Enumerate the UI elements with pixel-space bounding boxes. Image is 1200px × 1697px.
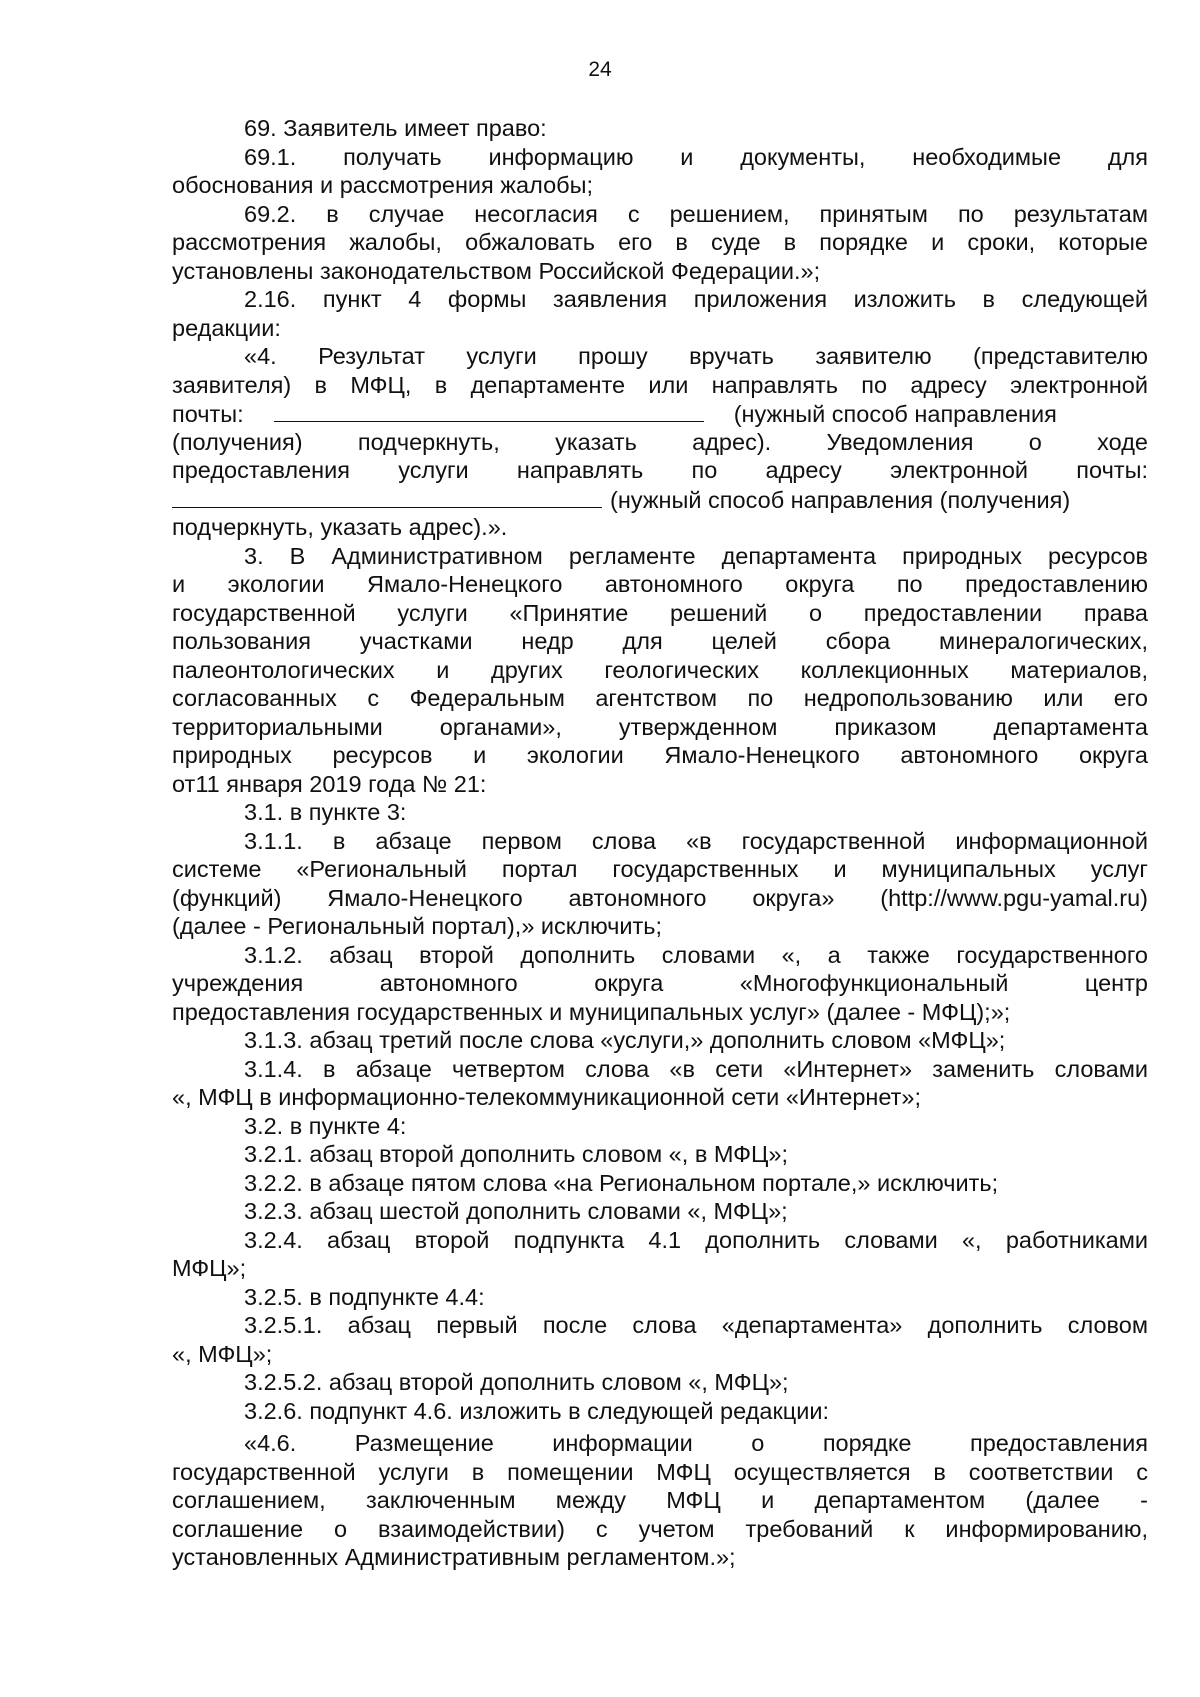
text-line: рассмотрения жалобы, обжаловать его в суде в порядке и сроки, которые — [172, 229, 1148, 255]
text-fragment: почты: — [172, 401, 244, 427]
text-line: 3.1.3. абзац третий после слова «услуги,» дополнить словом «МФЦ»; — [244, 1027, 1006, 1053]
text-line: (получения) подчеркнуть, указать адрес). Уведомления о ходе — [172, 428, 1148, 455]
text-line: 3.2.2. в абзаце пятом слова «на Региональном портале,» исключить; — [244, 1169, 999, 1196]
text-line: государственной услуги «Принятие решений о предоставлении права — [172, 599, 1148, 626]
text-fragment: (нужный способ направления — [733, 401, 1057, 427]
text-line: соглашение о взаимодействии) с учетом требований к информированию, — [172, 1515, 1148, 1542]
text-line: 3.2. в пункте 4: — [244, 1112, 407, 1139]
text-line: пользования участками недр для целей сбора минералогических, — [172, 628, 1148, 654]
text-line: 3.2.1. абзац второй дополнить словом «, в МФЦ»; — [244, 1141, 788, 1167]
text-line: 3.1.2. абзац второй дополнить словами «, а также государственного — [244, 941, 1148, 968]
text-line: установленных Административным регламентом.»; — [172, 1544, 736, 1570]
text-line: 69.2. в случае несогласия с решением, принятым по результатам — [244, 200, 1148, 227]
text-line: и экологии Ямало-Ненецкого автономного округа по предоставлению — [172, 571, 1148, 597]
text-line: предоставления услуги направлять по адресу электронной почты: — [172, 457, 1148, 483]
text-line: учреждения автономного округа «Многофункциональный центр — [172, 970, 1148, 996]
text-line: МФЦ»; — [172, 1255, 247, 1281]
text-line: 69.1. получать информацию и документы, необходимые для — [244, 143, 1148, 170]
text-line: 3. В Административном регламенте департамента природных ресурсов — [244, 542, 1148, 569]
text-line: территориальными органами», утвержденном приказом департамента — [172, 713, 1148, 740]
text-line-with-blank — [172, 399, 1148, 428]
text-line: 3.2.4. абзац второй подпункта 4.1 дополнить словами «, работниками — [244, 1226, 1148, 1253]
text-line: 3.2.5.1. абзац первый после слова «департамента» дополнить словом — [244, 1312, 1148, 1338]
text-line: системе «Региональный портал государственных и муниципальных услуг — [172, 856, 1148, 882]
text-line: 3.2.5. в подпункте 4.4: — [244, 1283, 485, 1310]
text-line: «4. Результат услуги прошу вручать заявителю (представителю — [244, 343, 1148, 369]
text-line: 3.2.3. абзац шестой дополнить словами «, МФЦ»; — [244, 1198, 788, 1224]
text-line: установлены законодательством Российской Федерации.»; — [172, 257, 821, 284]
text-line: обоснования и рассмотрения жалобы; — [172, 172, 594, 198]
text-line: государственной услуги в помещении МФЦ осуществляется в соответствии с — [172, 1458, 1148, 1485]
text-line: (функций) Ямало-Ненецкого автономного округа» (http://www.pgu-yamal.ru) — [172, 884, 1148, 911]
text-line: согласованных с Федеральным агентством по недропользованию или его — [172, 685, 1148, 711]
text-line: подчеркнуть, указать адрес).». — [172, 514, 508, 540]
text-line: 69. Заявитель имеет право: — [244, 115, 547, 141]
text-line: от11 января 2019 года № 21: — [172, 770, 487, 797]
text-line: 2.16. пункт 4 формы заявления приложения изложить в следующей — [244, 286, 1148, 312]
text-line: соглашением, заключенным между МФЦ и департаментом (далее - — [172, 1487, 1148, 1513]
page-number: 24 — [588, 58, 612, 81]
text-line: 3.2.5.2. абзац второй дополнить словом «, МФЦ»; — [244, 1369, 789, 1395]
email-blank-line — [172, 485, 602, 508]
text-line: природных ресурсов и экологии Ямало-Ненецкого автономного округа — [172, 742, 1148, 768]
text-line: заявителя) в МФЦ, в департаменте или направлять по адресу электронной — [172, 371, 1148, 398]
document-body — [172, 114, 1148, 1572]
text-line: «4.6. Размещение информации о порядке предоставления — [244, 1430, 1148, 1456]
text-line: 3.1.4. в абзаце четвертом слова «в сети «Интернет» заменить словами — [244, 1055, 1148, 1082]
text-line: «, МФЦ в информационно-телекоммуникационной сети «Интернет»; — [172, 1084, 922, 1110]
text-line: 3.1. в пункте 3: — [244, 799, 407, 825]
email-blank-line — [274, 399, 704, 422]
text-line: (далее - Региональный портал),» исключить; — [172, 913, 663, 939]
text-line: 3.2.6. подпункт 4.6. изложить в следующей редакции: — [244, 1397, 829, 1424]
text-line: «, МФЦ»; — [172, 1340, 273, 1367]
text-line: палеонтологических и других геологических коллекционных материалов, — [172, 656, 1148, 683]
text-fragment: (нужный способ направления (получения) — [610, 486, 1071, 513]
text-line: предоставления государственных и муниципальных услуг» (далее - МФЦ);»; — [172, 998, 1011, 1025]
text-line-with-blank — [172, 485, 1148, 514]
text-line: 3.1.1. в абзаце первом слова «в государственной информационной — [244, 827, 1148, 854]
text-line: редакции: — [172, 314, 281, 341]
